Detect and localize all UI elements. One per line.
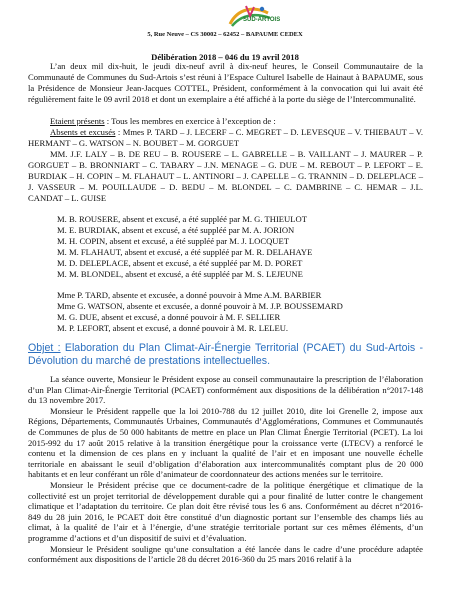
absent-women xyxy=(28,127,423,149)
body-paragraph: Monsieur le Président précise que ce document-cadre de la politique énergétique et climatique de la collectivité est un projet territorial de développement durable qui a pour finalité de lutter contre le changement climatique et l’adaptation du territoire. Ce plan doit être révisé tous les 6 ans. Conformément au décret n°2016-849 du 28 juin 2016, le PCAET doit être constitué d’un diagnostic portant sur l’ensemble des champs liés au climat, à la qualité de l’air et à l’énergie, d’une stratégie territoriale portant sur ces mêmes éléments, d’un programme d’actions et d’un dispositif de suivi et d’évaluation. xyxy=(28,479,423,543)
supplied-item: M. H. COPIN, absent et excusé, a été suppléé par M. J. LOCQUET xyxy=(57,236,289,246)
intro-paragraph: L’an deux mil dix-huit, le jeudi dix-neuf avril à dix-neuf heures, le Conseil Communautaire de la Communauté de Communes du Sud-Artois s’est réuni à l’Espace Culturel Isabelle de Hainaut à BAPAUME, sous la Présidence de Monsieur Jean-Jacques COTTEL, Président, conformément à la convocation qui lui avait été régulièrement faite le 09 avril 2018 et dont un exemplaire a été affiché à la porte du siège de l’Intercommunalité. xyxy=(28,61,423,104)
proxy-item: Mme P. TARD, absente et excusée, a donné pouvoir à Mme A.M. BARBIER xyxy=(57,290,322,300)
absent-men-text: MM. J.F. LALY – B. DE REU – B. ROUSERE – L. GABRELLE – B. VAILLANT – J. MAURER – P. GORGUET – B. BRONNIART – C. TABARY – J.N. MENAGE – G. DUE – M. REBOUT – P. LEFORT – E. BURDIAK – H. COPIN – M. FLAHAUT – L. ANTINORI – J. CAPELLE – G. TRANNIN – D. DELEPLACE – J. VASSEUR – M. POUILLAUDE – D. BEDU – M. BLONDEL – C. DAMBRINE – C. HEMAR – J.L. CANDAT – L. GUISE xyxy=(28,149,423,203)
proxy-list xyxy=(57,290,343,334)
proxy-item: Mme G. WATSON, absente et excusée, a donné pouvoir à M. J.P. BOUSSEMARD xyxy=(57,301,343,311)
supplied-item: M. M. FLAHAUT, absent et excusé, a été suppléé par M. R. DELAHAYE xyxy=(57,247,313,257)
proxy-item: M. G. DUE, absent et excusé, a donné pouvoir à M. F. SELLIER xyxy=(57,312,281,322)
present-text: : Tous les membres en exercice à l’exception de : xyxy=(104,116,276,126)
absent-block xyxy=(28,127,423,204)
proxy-item: M. P. LEFORT, absent et excusé, a donné pouvoir à M. R. LELEU. xyxy=(57,323,289,333)
objet-label: Objet : xyxy=(28,342,61,354)
supplied-item: M. D. DELEPLACE, absent et excusé, a été suppléé par M. D. PORET xyxy=(57,258,303,268)
objet-text: Elaboration du Plan Climat-Air-Énergie Territorial (PCAET) du Sud-Artois - Dévolution du marché de prestations intellectuelles. xyxy=(28,342,423,368)
present-label: Etaient présents xyxy=(50,116,105,126)
absent-women-text: : Mmes P. TARD – J. LECERF – C. MEGRET – D. LEVESQUE – V. THIEBAUT – V. HERMANT – G. WATSON – N. BOUBET – M. GORGUET xyxy=(28,127,424,148)
body-paragraph: Monsieur le Président rappelle que la loi 2010-788 du 12 juillet 2010, dite loi Grenelle 2, impose aux Régions, Départements, Communautés Urbaines, Communautés d’Agglomérations, Communes et Communautés de Communes de plus de 50 000 habitants de mettre en place un Plan Climat Énergie Territorial (PCET). La loi 2015-992 du 17 août 2015 relative à la transition énergétique pour la croissance verte (LTECV) a renforcé le contenu et la dimension de ces plans en y incluant la qualité de l’air et en imposant une nouvelle échelle territoriale en abaissant le seuil d’obligation d’élaboration aux intercommunalités comptant plus de 20 000 habitants et en leur conférant un rôle d’animateur de coordonnateur des actions menées sur le territoire. xyxy=(28,405,423,480)
supplied-item: M. E. BURDIAK, absent et excusé, a été suppléé par M. A. JORION xyxy=(57,225,295,235)
header-address: 5, Rue Neuve – CS 30002 – 62452 – BAPAUME CEDEX xyxy=(147,31,303,38)
present-line xyxy=(28,116,423,127)
supplied-item: M. M. BLONDEL, absent et excusé, a été suppléé par M. S. LEJEUNE xyxy=(57,269,303,279)
supplied-item: M. B. ROUSERE, absent et excusé, a été suppléé par M. G. THIEULOT xyxy=(57,214,307,224)
objet-heading xyxy=(28,342,423,368)
absent-label: Absents et excusés xyxy=(50,127,116,137)
logo-text xyxy=(243,17,280,24)
body-paragraphs xyxy=(28,374,423,565)
supplied-list xyxy=(57,214,312,280)
body-paragraph: La séance ouverte, Monsieur le Président expose au conseil communautaire la prescription de l’élaboration d’un Plan Climat-Air-Énergie Territorial (PCAET) conformément aux dispositions de la délibération n°2017-148 du 13 novembre 2017. xyxy=(28,374,423,406)
deliberation-title: Délibération 2018 – 046 du 19 avril 2018 xyxy=(151,52,299,62)
logo-text-line1: SUD-ARTOIS xyxy=(243,17,281,23)
body-paragraph: Monsieur le Président souligne qu’une consultation a été lancée dans le cadre d’une procédure adaptée conformément aux dispositions de l’article 28 du décret 2016-360 du 25 mars 2016 relatif à la xyxy=(28,543,423,565)
